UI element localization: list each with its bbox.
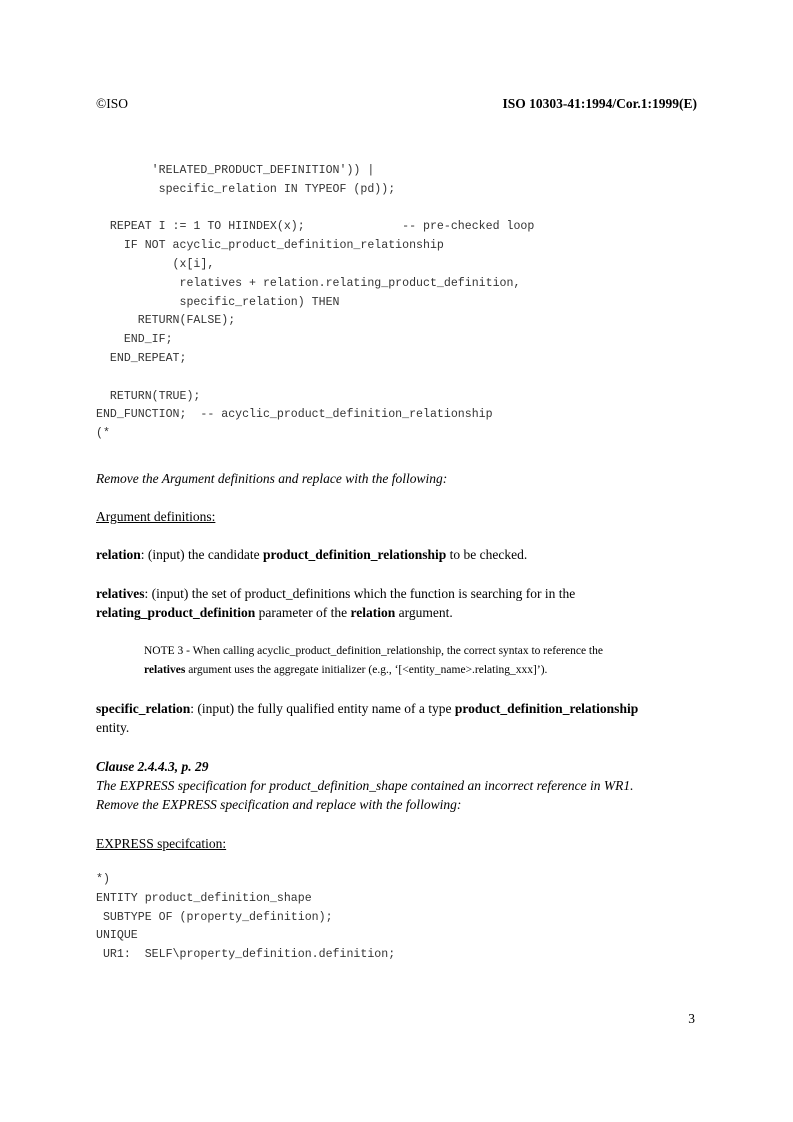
specific-relation-definition: specific_relation: (input) the fully qualified entity name of a type product_definition_relationship entity. <box>96 701 639 735</box>
relatives-term: relatives <box>96 586 145 601</box>
relatives-arg: relation <box>350 605 396 620</box>
specific-relation-entity: product_definition_relationship <box>454 701 639 716</box>
code-line: RETURN(TRUE); <box>96 389 201 403</box>
code-line: END_REPEAT; <box>96 351 187 365</box>
code-block-entity <box>96 871 395 965</box>
code-line: REPEAT I := 1 TO HIINDEX(x); -- pre-checked loop <box>96 220 535 234</box>
code-line: (* <box>96 427 110 441</box>
code-line: specific_relation IN TYPEOF (pd)); <box>96 182 396 196</box>
note-3: NOTE 3 - When calling acyclic_product_definition_relationship, the correct syntax to reference the relatives argument uses the aggregate initializer (e.g., ‘[<entity_name>.relating_xxx]’). <box>144 645 603 676</box>
code-line: UNIQUE <box>96 929 138 943</box>
code-block-function <box>96 162 534 444</box>
relatives-param: relating_product_definition <box>96 605 256 620</box>
clause-line-2: Remove the EXPRESS specification and replace with the following: <box>96 797 462 812</box>
code-line: (x[i], <box>96 257 215 271</box>
header-copyright: ©ISO <box>96 96 129 111</box>
instruction-replace-arguments: Remove the Argument definitions and replace with the following: <box>96 471 448 486</box>
code-line: relatives + relation.relating_product_definition, <box>96 276 521 290</box>
page-number: 3 <box>688 1011 695 1026</box>
clause-section <box>96 757 696 814</box>
header-standard-id: ISO 10303-41:1994/Cor.1:1999(E) <box>502 96 697 111</box>
relatives-definition: relatives: (input) the set of product_definitions which the function is searching for in the relating_product_definition parameter of the relation argument. <box>96 586 576 620</box>
clause-heading: Clause 2.4.4.3, p. 29 <box>96 759 209 774</box>
code-line: END_FUNCTION; -- acyclic_product_definition_relationship <box>96 408 493 422</box>
relation-term: relation <box>96 547 141 562</box>
code-line: UR1: SELF\property_definition.definition; <box>96 948 396 962</box>
express-specification-heading: EXPRESS specifcation: <box>96 836 227 851</box>
clause-line-1: The EXPRESS specification for product_definition_shape contained an incorrect reference in WR1. <box>96 778 634 793</box>
specific-relation-term: specific_relation <box>96 701 191 716</box>
code-line: specific_relation) THEN <box>96 295 340 309</box>
code-line: 'RELATED_PRODUCT_DEFINITION')) | <box>96 164 375 177</box>
code-line: SUBTYPE OF (property_definition); <box>96 910 333 924</box>
code-line: END_IF; <box>96 333 173 347</box>
code-line: IF NOT acyclic_product_definition_relationship <box>96 239 444 253</box>
code-line: *) <box>96 873 110 886</box>
relation-entity: product_definition_relationship <box>262 547 447 562</box>
code-line: RETURN(FALSE); <box>96 314 236 328</box>
relation-definition: relation: (input) the candidate product_definition_relationship to be checked. <box>96 547 528 562</box>
note-relatives: relatives <box>144 664 186 676</box>
code-line: ENTITY product_definition_shape <box>96 891 312 905</box>
argument-definitions-heading: Argument definitions: <box>96 509 216 524</box>
